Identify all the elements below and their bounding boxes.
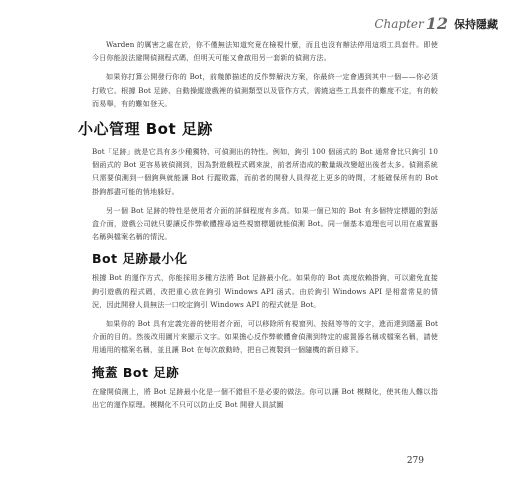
- chapter-word: Chapter: [374, 16, 424, 31]
- body-paragraph: 另一個 Bot 足跡的特性是使用者介面的詳細程度有多高。如果一個已知的 Bot 有多個特定標題的對話盒介面，遊戲公司就只要讓反作弊軟體搜尋這些視窗標題就能偵測 Bot。同一個基本道理也可以用在處置器名稱與檔案名稱的情況。: [92, 205, 438, 242]
- section-heading: 小心管理 Bot 足跡: [78, 120, 213, 139]
- subsection-heading: 掩蓋 Bot 足跡: [92, 364, 180, 380]
- chapter-title: 保持隱藏: [454, 17, 498, 31]
- subsection-heading: Bot 足跡最小化: [92, 251, 188, 267]
- page-number: 279: [406, 456, 424, 466]
- page-header: [374, 14, 498, 33]
- intro-paragraph: Warden 的厲害之處在於，你不僅無法知道究竟在檢視什麼，而且也沒有辦法停用這項工具套件。即使今日你能設法避開偵測程式碼，但明天可能又會啟用另一套新的偵測方法。: [92, 40, 438, 63]
- chapter-number: 12: [425, 14, 448, 33]
- intro-paragraph: 如果你打算公開發行你的 Bot，前幾節描述的反作弊解決方案，你最終一定會遇到其中一個——你必須打敗它。根據 Bot 足跡、自動操縱遊戲裡的偵測類型以及管作方式，需繞這些工具套件的難度不定，有的較而易舉，有的難如登天。: [92, 72, 438, 108]
- body-paragraph: 在避開偵測上，將 Bot 足跡最小化是一個不錯但不是必要的做法。你可以讓 Bot 模糊化，使其他人難以指出它的運作原理。模糊化不只可以防止反 Bot 開發人員試圖: [92, 386, 438, 409]
- page-content: [78, 38, 438, 417]
- body-paragraph: 如果你的 Bot 具有定義完善的使用者介面，可以移除所有視窗列、按鈕等等的文字，進而達到隱蓋 Bot 介面的目的。然後改用圖片來顯示文字。如果擔心反作弊軟體會偵測到特定的處置器名稱或檔案名稱，請使用通用的檔案名稱，並且讓 Bot 在每次啟動時，把自己複製到一個隨機的新目錄下。: [92, 319, 438, 355]
- body-paragraph: 根據 Bot 的運作方式，你能採用多種方法將 Bot 足跡最小化。如果你的 Bot 高度依賴掛鉤，可以避免直接鉤引遊戲的程式碼，改把重心放在鉤引 Windows API 函式。由於鉤引 Windows API 是相當常見的情況，因此開發人員無法一口咬定鉤引 Windows API 的程式就是 Bot。: [92, 273, 438, 309]
- body-paragraph: Bot「足跡」就是它具有多少種獨特、可偵測出的特性。例如，鉤引 100 個函式的 Bot 通常會比只鉤引 10 個函式的 Bot 更容易被偵測到，因為對遊戲程式碼來說，前者所造成的數量級改變超出後者太多。偵測系統只需要偵測到一個鉤與就能讓 Bot 行蹤敗露，而前者的開發人員得花上更多的時間，才能確保所有的 Bot 掛鉤都盡可能的悄地躲好。: [92, 147, 438, 196]
